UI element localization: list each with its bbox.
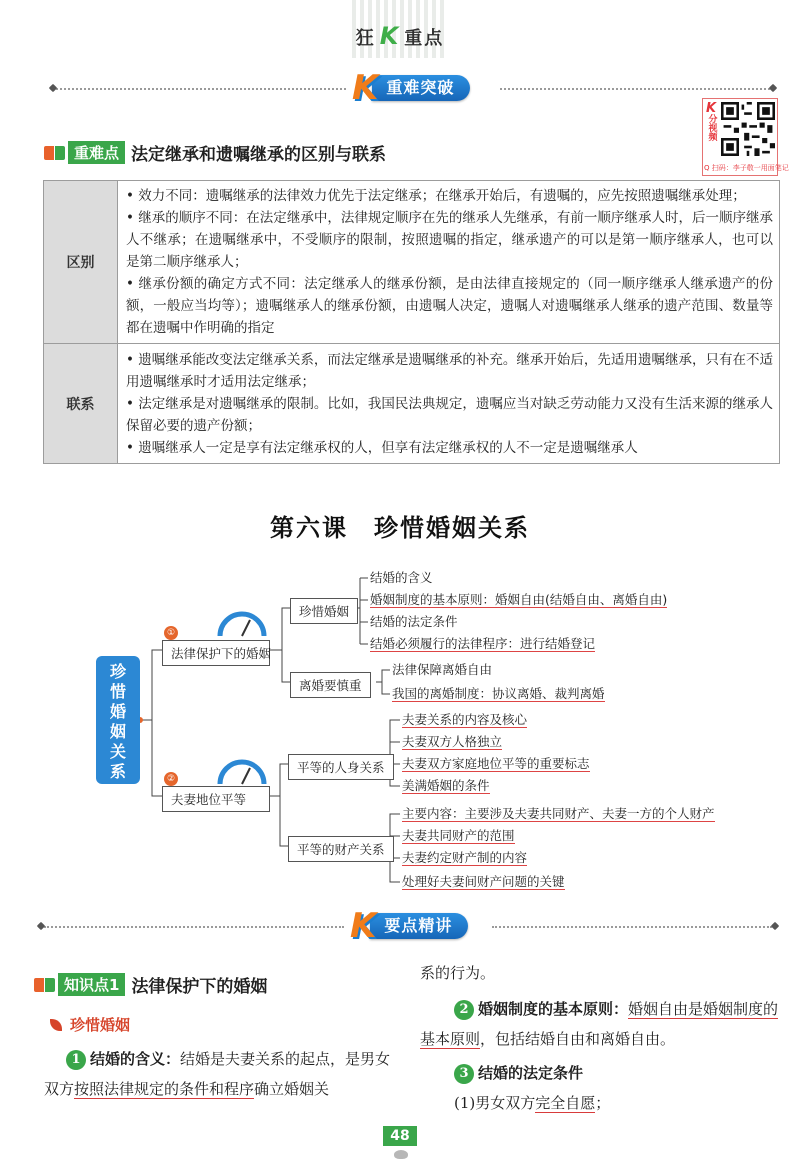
- divider-end: [49, 84, 57, 92]
- paragraph-marriage-meaning: 1 结婚的含义：结婚是夫妻关系的起点，是男女双方按照法律规定的条件和程序确立婚姻关: [44, 1050, 391, 1098]
- divider-right: [500, 88, 770, 90]
- section-tag: 重难点: [68, 141, 125, 164]
- leaf: 结婚必须履行的法律程序：进行结婚登记: [370, 636, 596, 651]
- leaf: 夫妻约定财产制的内容: [402, 850, 528, 865]
- comparison-table: [43, 180, 780, 464]
- right-column-text: 系的行为。 2 婚姻制度的基本原则：婚姻自由是婚姻制度的基本原则，包括结婚自由和离婚自由。 3 结婚的法定条件 (1)男女双方完全自愿；: [420, 964, 779, 1112]
- leaf: 结婚的含义: [370, 570, 433, 585]
- row-content: • 遗嘱继承能改变法定继承关系，而法定继承是遗嘱继承的补充。继承开始后，先适用遗嘱继承，只有在不适用遗嘱继承时才适用法定继承； • 法定继承是对遗嘱继承的限制。比如，我国民法典规定，遗嘱应当对缺乏劳动能力又没有生活来源的继承人保留必要的遗产份额； • 遗嘱继承人一定是享有法定继承权的人，但享有法定继承权的人不一定是遗嘱继承人: [118, 344, 780, 464]
- leaf: 法律保障离婚自由: [392, 662, 493, 677]
- qr-code-block[interactable]: [702, 98, 789, 176]
- divider-right: [492, 926, 772, 928]
- table-row: [44, 181, 780, 344]
- page-number: 48: [383, 1126, 417, 1146]
- section-title: 法定继承和遗嘱继承的区别与联系: [131, 145, 387, 165]
- section-banner-essentials: K 要点精讲: [350, 911, 468, 941]
- divider-end: [37, 922, 45, 930]
- sub-heading-cherish: 珍惜婚姻: [50, 1014, 130, 1035]
- qr-code-icon: [721, 102, 775, 156]
- leaf: 美满婚姻的条件: [402, 778, 490, 793]
- divider-end: [771, 922, 779, 930]
- divider-left: [44, 926, 344, 928]
- branch-spouse-equality: 夫妻地位平等: [162, 786, 270, 812]
- book-icon: [44, 144, 66, 162]
- leaf: 主要内容：主要涉及夫妻共同财产、夫妻一方的个人财产: [402, 806, 715, 821]
- row-label: 区别: [44, 181, 118, 344]
- key-section-heading: [44, 140, 386, 165]
- qr-label: K 分视频: [705, 101, 717, 141]
- branch-badge: ②: [164, 772, 178, 786]
- leaf: 夫妻双方人格独立: [402, 734, 503, 749]
- leaf: 夫妻关系的内容及核心: [402, 712, 528, 727]
- leaf: 婚姻制度的基本原则：婚姻自由(结婚自由、离婚自由): [370, 592, 668, 607]
- node-cherish-marriage: 珍惜婚姻: [290, 598, 358, 624]
- node-divorce-careful: 离婚要慎重: [290, 672, 371, 698]
- mind-map: [90, 560, 790, 900]
- leaf-icon: [50, 1019, 62, 1031]
- branch-badge: ①: [164, 626, 178, 640]
- section-title: 法律保护下的婚姻: [131, 977, 268, 997]
- bird-icon: [394, 1150, 408, 1159]
- node-personal-relation: 平等的人身关系: [288, 754, 394, 780]
- divider-end: [769, 84, 777, 92]
- section-banner-key-points: K 重难突破: [352, 73, 470, 103]
- qr-caption: Q 扫码：李子敬一用面笔记: [704, 164, 789, 172]
- leaf: 结婚的法定条件: [370, 614, 458, 629]
- lesson-title: 第六课 珍惜婚姻关系: [270, 513, 530, 542]
- branch-marriage-law: 法律保护下的婚姻: [162, 640, 270, 666]
- book-icon: [34, 976, 56, 994]
- row-content: • 效力不同：遗嘱继承的法律效力优先于法定继承；在继承开始后，有遗嘱的，应先按照遗嘱继承处理； • 继承的顺序不同：在法定继承中，法律规定顺序在先的继承人先继承，有前一顺序继承人时，后一顺序继承人不继承；在遗嘱继承中，不受顺序的限制，按照遗嘱的指定，继承遗产的可以是第一顺序继承人，也可以是第二顺序继承人； • 继承份额的确定方式不同：法定继承人的继承份额，是由法律直接规定的（同一顺序继承人继承遗产的份额，一般应当均等）；遗嘱继承人的继承份额，由遗嘱人决定，遗嘱人对遗嘱继承人继承的遗产范围、数量等都在遗嘱中作明确的指定: [118, 181, 780, 344]
- leaf: 夫妻双方家庭地位平等的重要标志: [402, 756, 590, 771]
- divider-left: [56, 88, 346, 90]
- mind-map-root: 珍 惜 婚 姻 关 系: [96, 656, 140, 784]
- leaf: 处理好夫妻间财产问题的关键: [402, 874, 565, 889]
- row-label: 联系: [44, 344, 118, 464]
- section-tag: 知识点1: [58, 973, 125, 996]
- page-header-title: 狂 K 重点: [355, 22, 445, 50]
- table-row: [44, 344, 780, 464]
- leaf: 夫妻共同财产的范围: [402, 828, 515, 843]
- knowledge-point-heading: [34, 972, 267, 997]
- node-property-relation: 平等的财产关系: [288, 836, 394, 862]
- leaf: 我国的离婚制度：协议离婚、裁判离婚: [392, 686, 605, 701]
